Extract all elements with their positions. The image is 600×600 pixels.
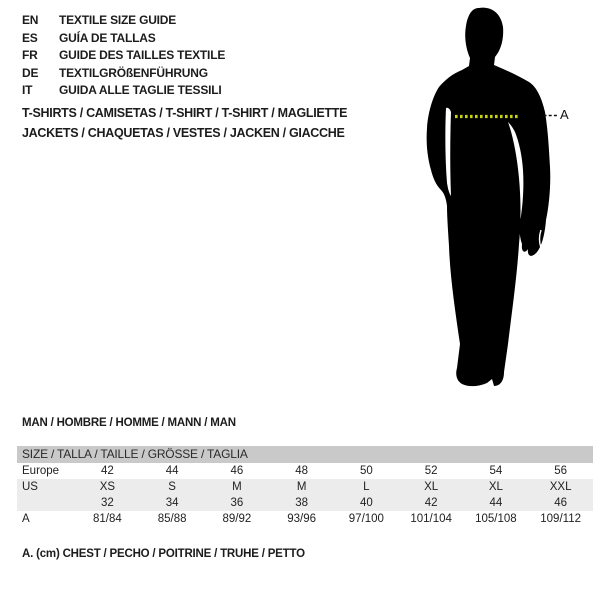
language-code: EN: [22, 13, 39, 27]
language-title: TEXTILE SIZE GUIDE: [59, 13, 177, 27]
size-cell: 101/104: [410, 513, 452, 525]
size-cell: 109/112: [540, 513, 581, 525]
size-cell: 40: [359, 497, 373, 509]
arm-torso-gap: [445, 108, 451, 196]
language-title: GUIDE DES TAILLES TEXTILE: [59, 48, 226, 62]
size-cell: 44: [165, 465, 179, 477]
size-table-row: [17, 495, 593, 511]
size-cell: 54: [489, 465, 503, 477]
size-cell: XS: [99, 481, 116, 493]
language-title: GUIDA ALLE TAGLIE TESSILI: [59, 83, 222, 97]
size-table-header: SIZE / TALLA / TAILLE / GRÖSSE / TAGLIA: [17, 446, 593, 463]
man-silhouette: [427, 8, 551, 386]
size-cell: 36: [230, 497, 244, 509]
size-row-label: Europe: [22, 465, 60, 477]
hand-detail: [540, 230, 542, 248]
size-cell: 93/96: [287, 513, 317, 525]
size-cell: M: [296, 481, 307, 493]
size-cell: L: [363, 481, 370, 493]
language-title: TEXTILGRÖßENFÜHRUNG: [59, 65, 208, 80]
size-cell: 105/108: [475, 513, 517, 525]
size-cell: 50: [359, 465, 373, 477]
size-row-label: A: [22, 513, 30, 525]
size-cell: 38: [295, 497, 309, 509]
category-line-tshirts: T-SHIRTS / CAMISETAS / T-SHIRT / T-SHIRT / MAGLIETTE: [22, 106, 348, 120]
size-cell: 81/84: [92, 513, 122, 525]
size-cell: XL: [424, 481, 439, 493]
gender-label: MAN / HOMBRE / HOMME / MANN / MAN: [22, 417, 236, 429]
size-cell: 97/100: [348, 513, 384, 525]
size-cell: XXL: [549, 481, 572, 493]
size-cell: S: [168, 481, 176, 493]
measure-point-label: A: [560, 107, 569, 122]
size-table-body: [17, 463, 593, 527]
language-code: IT: [22, 83, 33, 97]
size-row-label: US: [22, 481, 38, 493]
size-cell: 42: [424, 497, 438, 509]
size-cell: 32: [100, 497, 114, 509]
size-cell: 46: [230, 465, 244, 477]
size-cell: 46: [554, 497, 568, 509]
language-code: FR: [22, 48, 38, 62]
measurement-footnote: A. (cm) CHEST / PECHO / POITRINE / TRUHE / PETTO: [22, 548, 305, 560]
size-cell: 42: [100, 465, 114, 477]
size-cell: 85/88: [157, 513, 187, 525]
size-table-row: [17, 463, 593, 479]
size-table-row: [17, 511, 593, 527]
size-cell: M: [232, 481, 242, 493]
size-cell: 44: [489, 497, 503, 509]
size-cell: XL: [488, 481, 503, 493]
size-table-row: [17, 479, 593, 495]
category-header: [22, 104, 347, 143]
language-code: ES: [22, 30, 38, 45]
size-cell: 34: [165, 497, 179, 509]
language-row: [22, 12, 225, 30]
language-row: [22, 30, 225, 48]
size-cell: 56: [554, 465, 568, 477]
language-list: [22, 12, 225, 100]
language-code: DE: [22, 65, 39, 80]
category-line-jackets: JACKETS / CHAQUETAS / VESTES / JACKEN / GIACCHE: [22, 125, 345, 140]
language-title: GUÍA DE TALLAS: [59, 30, 156, 45]
language-row: [22, 82, 225, 100]
language-row: [22, 65, 225, 83]
size-row-label: [17, 495, 75, 511]
size-cell: 89/92: [222, 513, 252, 525]
size-table: [17, 446, 593, 527]
size-cell: 52: [424, 465, 438, 477]
language-row: [22, 47, 225, 65]
size-cell: 48: [295, 465, 309, 477]
